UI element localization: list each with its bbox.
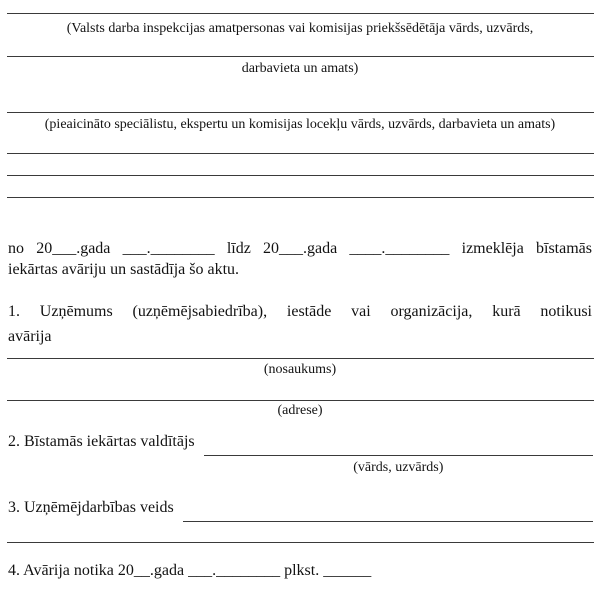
item2-equipment-holder-row (8, 432, 593, 476)
investigation-period-paragraph (8, 238, 592, 280)
official-name-caption: (Valsts darba inspekcijas amatpersonas vai komisijas priekšsēdētāja vārds, uzvārds, (66, 21, 534, 36)
item3-fill-wrap (183, 498, 593, 522)
business-type-extra-fill-line (7, 542, 594, 543)
specialists-extra-fill-line-2 (7, 175, 594, 176)
specialists-extra-fill-line-3 (7, 197, 594, 198)
item1-company-paragraph (8, 299, 592, 349)
item1-company-line-2: avārija (8, 328, 52, 345)
equipment-holder-caption: (vārds, uzvārds) (353, 460, 444, 475)
company-address-fill-line (7, 400, 594, 401)
equipment-holder-fill-line (204, 432, 593, 456)
item4-accident-datetime-text: 4. Avārija notika 20__.gada ___.________ plkst. ______ (8, 562, 372, 579)
item2-equipment-holder-label: 2. Bīstamās iekārtas valdītājs (8, 433, 195, 450)
item1-company-line-1: 1. Uzņēmums (uzņēmējsabiedrība), iestāde vai organizācija, kurā notikusi (8, 303, 592, 320)
item2-fill-wrap (204, 432, 593, 476)
investigation-period-line-1: no 20___.gada ___.________ līdz 20___.gada ____.________ izmeklēja bīstamās (8, 240, 592, 257)
item4-accident-datetime (8, 561, 592, 581)
official-workplace-fill-line (7, 56, 594, 57)
item3-business-type-row (8, 498, 593, 522)
specialists-caption: (pieaicināto speciālistu, ekspertu un komisijas locekļu vārds, uzvārds, darbavieta un amats) (44, 117, 556, 132)
company-name-caption: (nosaukums) (263, 362, 337, 377)
specialists-fill-line (7, 112, 594, 113)
official-workplace-caption: darbavieta un amats) (241, 61, 359, 76)
specialists-extra-fill-line-1 (7, 153, 594, 154)
company-name-fill-line (7, 358, 594, 359)
company-address-caption: (adrese) (277, 403, 323, 418)
official-name-fill-line (7, 13, 594, 14)
item3-business-type-label: 3. Uzņēmējdarbības veids (8, 499, 174, 516)
business-type-fill-line (183, 498, 593, 522)
investigation-period-line-2: iekārtas avāriju un sastādīja šo aktu. (8, 261, 240, 278)
